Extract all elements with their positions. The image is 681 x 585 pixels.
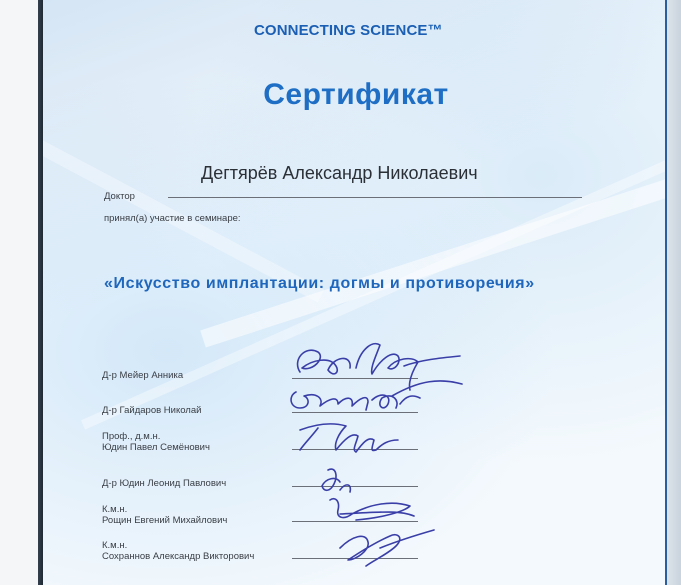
- signature-yudin-l: [322, 469, 350, 492]
- signatory-title: К.м.н.: [102, 540, 128, 551]
- recipient-name: Дегтярёв Александр Николаевич: [201, 163, 478, 183]
- signatory-label: Юдин Павел Семёнович: [102, 442, 210, 453]
- signatory-label: Д-р Юдин Леонид Павлович: [102, 478, 227, 489]
- signature-gaydarov: [291, 381, 462, 410]
- signatory-label: Рощин Евгений Михайлович: [102, 515, 228, 526]
- brand-name: CONNECTING SCIENCE™: [254, 22, 443, 39]
- signatory-label: Д-р Мейер Анника: [102, 370, 184, 381]
- signature-sokhrannov: [340, 530, 434, 566]
- recipient-title-label: Доктор: [104, 191, 135, 202]
- signatory-label: Сохраннов Александр Викторович: [102, 551, 255, 562]
- signatory-title: Проф., д.м.н.: [102, 431, 161, 442]
- certificate-title: Сертификат: [263, 78, 449, 111]
- signatory-label: Д-р Гайдаров Николай: [102, 405, 202, 416]
- participation-text: принял(а) участие в семинаре:: [104, 213, 241, 224]
- signature-roshchin: [330, 499, 414, 520]
- signatory-title: К.м.н.: [102, 504, 128, 515]
- seminar-title: «Искусство имплантации: догмы и противоречия»: [104, 275, 535, 292]
- signature-yudin-p: [300, 424, 398, 452]
- signature-meyer: [298, 344, 460, 390]
